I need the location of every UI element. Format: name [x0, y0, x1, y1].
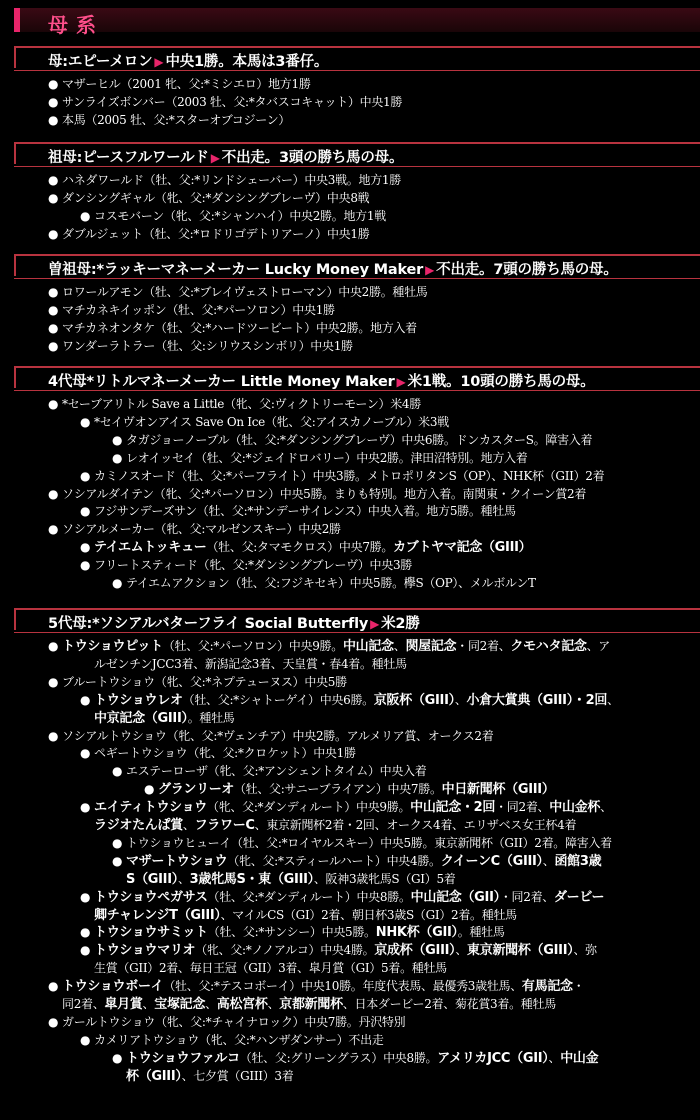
- generation-heading: [48, 50, 328, 71]
- highlight-text: マザートウショウ: [126, 853, 228, 869]
- entry-text: *セイヴオンアイス Save On Ice（牝、父:アイスカノーブル）米3戦: [94, 414, 449, 429]
- highlight-text: 函館3歳: [554, 853, 602, 869]
- entry-text: カメリアトウショウ（牝、父:*ハンザダンサー）不出走: [94, 1032, 384, 1047]
- entry-text: テイエムアクション（牡、父:フジキセキ）中央5勝。欅S（OP）、メルボルンT: [126, 576, 536, 590]
- entry-text: 、弥: [573, 943, 597, 958]
- bullet-icon: ●: [80, 800, 91, 815]
- horse-entry: [94, 539, 531, 556]
- highlight-text: 有馬記念: [521, 979, 573, 995]
- bullet-icon: ●: [48, 173, 59, 187]
- bullet-icon: ●: [48, 979, 59, 994]
- highlight-text: 小倉大賞典（GIII）・2回: [466, 692, 608, 708]
- entry-text: ・同2着、: [456, 639, 511, 653]
- horse-entry: [126, 575, 536, 592]
- highlight-text: 中山記念: [342, 639, 394, 654]
- generation-heading: [48, 370, 595, 391]
- entry-text: コスモバーン（牝、父:*シャンハイ）中央2勝。地方1戦: [94, 208, 386, 223]
- entry-text: 、: [142, 997, 155, 1011]
- entry-text: 、: [182, 818, 195, 832]
- bullet-icon: ●: [48, 522, 59, 537]
- highlight-text: 関屋記念: [405, 639, 457, 654]
- entry-continuation: [94, 960, 447, 977]
- horse-entry: [94, 1032, 384, 1049]
- section-tick: [14, 46, 16, 68]
- horse-entry: [62, 320, 417, 337]
- horse-entry: [94, 468, 604, 485]
- highlight-text: トウショウレオ: [94, 692, 183, 708]
- horse-entry: [94, 208, 386, 225]
- horse-entry: [62, 284, 428, 301]
- entry-continuation: [94, 907, 517, 924]
- arrow-icon: ▶: [154, 55, 164, 69]
- entry-text: 、: [205, 997, 217, 1011]
- highlight-text: NHK杯（GII）: [375, 925, 458, 941]
- bullet-icon: ●: [112, 835, 123, 850]
- entry-text: ブルートウショウ（牝、父:*ネプテューヌス）中央5勝: [62, 674, 347, 689]
- highlight-text: トウショウピット: [62, 639, 163, 654]
- arrow-icon: ▶: [370, 617, 380, 631]
- section-tick: [14, 608, 16, 630]
- entry-text: ワンダーラトラー（牡、父:シリウスシンボリ）中央1勝: [62, 338, 353, 353]
- entry-text: 生賞（GII）2着、毎日王冠（GII）3着、皐月賞（GI）5着。種牡馬: [94, 961, 447, 976]
- bullet-icon: ●: [48, 1014, 59, 1029]
- heading-underline: [14, 278, 700, 279]
- section-divider: [14, 142, 700, 144]
- entry-text: 、阪神3歳牝馬S（GI）5着: [313, 871, 456, 886]
- bullet-icon: ●: [48, 285, 59, 299]
- bullet-icon: ●: [112, 432, 123, 447]
- highlight-text: ラジオたんぱ賞: [94, 818, 183, 833]
- entry-text: 、ア: [586, 639, 611, 653]
- highlight-text: 3歳牝馬S・東（GIII）: [189, 871, 314, 887]
- bullet-icon: ●: [80, 889, 91, 904]
- bullet-icon: ●: [48, 112, 59, 127]
- entry-text: （牡、父:*ダンディルート）中央8勝。: [207, 889, 411, 904]
- entry-text: ロワールアモン（牡、父:*ブレイヴェストローマン）中央2勝。種牡馬: [62, 285, 428, 299]
- entry-text: フジサンデーズサン（牡、父:*サンデーサイレンス）中央入着。地方5勝。種牡馬: [94, 504, 516, 519]
- highlight-text: クモハタ記念: [510, 639, 587, 654]
- heading-underline: [14, 632, 700, 633]
- bullet-icon: ●: [80, 943, 91, 958]
- highlight-text: 東京新聞杯（GIII）: [467, 943, 574, 959]
- highlight-text: 中山金: [560, 1050, 599, 1066]
- bullet-icon: ●: [80, 208, 91, 223]
- highlight-text: クイーンC（GIII）: [440, 853, 543, 869]
- entry-text: 、七夕賞（GIII）3着: [181, 1068, 294, 1083]
- highlight-text: 中山記念・2回: [410, 800, 496, 816]
- entry-text: 、: [542, 853, 555, 868]
- bullet-icon: ●: [144, 782, 155, 797]
- entry-text: エステーローザ（牝、父:*アンシェントタイム）中央入着: [126, 764, 427, 779]
- entry-text: 、: [600, 800, 612, 815]
- horse-entry: [62, 338, 353, 355]
- entry-text: 、: [454, 692, 467, 707]
- generation-name: 4代母*リトルマネーメーカー Little Money Maker: [48, 374, 395, 390]
- entry-text: ソシアルダイテン（牝、父:*パーソロン）中央5勝。まりも特別。地方入着。南関東・クイーン賞2着: [62, 486, 587, 501]
- bullet-icon: ●: [112, 764, 123, 779]
- generation-heading: [48, 612, 420, 633]
- bullet-icon: ●: [48, 302, 59, 317]
- horse-entry: [62, 396, 421, 413]
- section-tick: [14, 142, 16, 164]
- bullet-icon: ●: [80, 558, 91, 573]
- section-divider: [14, 254, 700, 256]
- horse-entry: [126, 853, 601, 870]
- horse-entry: [126, 1050, 598, 1067]
- entry-text: 、: [455, 943, 468, 958]
- highlight-text: テイエムトッキュー: [94, 540, 207, 556]
- entry-text: （牡、父:タマモクロス）中央7勝。: [206, 540, 394, 555]
- entry-text: サンライズボンバー（2003 牡、父:*タバスコキャット）中央1勝: [62, 94, 403, 109]
- generation-summary: 米2勝: [381, 616, 420, 632]
- highlight-text: トウショウファルコ: [126, 1050, 240, 1066]
- horse-entry: [62, 1014, 405, 1031]
- entry-text: マチカネオンタケ（牡、父:*ハードツービート）中央2勝。地方入着: [62, 320, 417, 335]
- generation-heading: [48, 258, 618, 279]
- bullet-icon: ●: [80, 692, 91, 707]
- bullet-icon: ●: [80, 414, 91, 429]
- entry-text: *セーブアリトル Save a Little（牝、父:ヴィクトリーモーン）米4勝: [62, 397, 421, 411]
- entry-text: トウショウヒューイ（牡、父:*ロイヤルスキー）中央5勝。東京新聞杯（GII）2着。障害入着: [126, 835, 612, 850]
- entry-text: ガールトウショウ（牝、父:*チャイナロック）中央7勝。丹沢特別: [62, 1014, 406, 1029]
- heading-underline: [14, 70, 700, 71]
- heading-underline: [14, 166, 700, 167]
- entry-text: 、東京新聞杯2着・2回、オークス4着、エリザベス女王杯4着: [254, 818, 577, 832]
- entry-text: フリートスティード（牝、父:*ダンシングブレーヴ）中央3勝: [94, 558, 412, 573]
- entry-text: （牡、父:グリーングラス）中央8勝。: [239, 1050, 438, 1065]
- entry-text: タガジョーノーブル（牡、父:*ダンシングブレーヴ）中央6勝。ドンカスターS。障害入着: [126, 432, 593, 447]
- entry-continuation: [62, 996, 556, 1013]
- entry-text: （牝、父:*スティールハート）中央4勝。: [227, 853, 441, 868]
- horse-entry: [94, 692, 619, 709]
- horse-entry: [62, 486, 586, 503]
- horse-entry: [94, 557, 412, 574]
- section-title: 母系: [48, 13, 104, 37]
- horse-entry: [94, 414, 449, 431]
- bullet-icon: ●: [112, 450, 123, 465]
- entry-text: （牝、父:*ノノアルコ）中央4勝。: [195, 943, 375, 958]
- entry-text: ダンシングギャル（牝、父:*ダンシングブレーヴ）中央8戦: [62, 190, 370, 205]
- entry-text: 。種牡馬: [187, 710, 235, 725]
- bullet-icon: ●: [48, 94, 59, 109]
- entry-text: 、: [548, 1050, 561, 1065]
- generation-name: 5代母:*ソシアルバターフライ Social Butterfly: [48, 616, 369, 632]
- bullet-icon: ●: [48, 486, 59, 501]
- highlight-text: S（GIII）: [126, 871, 178, 887]
- generation-name: 母:エピーメロン: [48, 54, 153, 70]
- entry-text: 同2着、: [62, 997, 105, 1011]
- entry-text: ・同2着、: [495, 800, 550, 815]
- bullet-icon: ●: [48, 77, 59, 91]
- entry-text: 、: [267, 997, 280, 1011]
- bullet-icon: ●: [48, 397, 59, 411]
- entry-text: （牝、父:*ダンディルート）中央9勝。: [207, 800, 411, 815]
- horse-entry: [62, 674, 347, 691]
- entry-text: ソシアルトウショウ（牝、父:*ヴェンチア）中央2勝。アルメリア賞、オークス2着: [62, 728, 494, 743]
- highlight-text: カブトヤマ記念（GIII）: [393, 540, 532, 556]
- entry-text: ダブルジェット（牡、父:*ロドリゴデトリアーノ）中央1勝: [62, 226, 370, 241]
- bullet-icon: ●: [112, 853, 123, 868]
- horse-entry: [62, 978, 584, 995]
- bullet-icon: ●: [48, 226, 59, 241]
- bullet-icon: ●: [80, 540, 91, 555]
- highlight-text: アメリカJCC（GII）: [437, 1050, 549, 1066]
- highlight-text: トウショウマリオ: [94, 943, 196, 959]
- highlight-text: 中山金杯: [549, 800, 601, 816]
- horse-entry: [126, 450, 527, 467]
- horse-entry: [94, 942, 597, 959]
- entry-text: ハネダワールド（牡、父:*リンドシェーバー）中央3戦。地方1勝: [62, 173, 401, 187]
- section-title-bar: [14, 8, 700, 37]
- entry-text: ペギートウショウ（牝、父:*クロケット）中央1勝: [94, 746, 356, 761]
- bullet-icon: ●: [48, 728, 59, 743]
- entry-text: 、: [177, 871, 190, 886]
- arrow-icon: ▶: [425, 263, 435, 277]
- highlight-text: グランリーオ: [158, 782, 234, 798]
- title-accent: [14, 8, 20, 32]
- bullet-icon: ●: [48, 190, 59, 205]
- entry-continuation: [94, 656, 407, 673]
- arrow-icon: ▶: [210, 151, 220, 165]
- entry-text: 、: [607, 692, 619, 707]
- generation-summary: 不出走。3頭の勝ち馬の母。: [221, 150, 404, 166]
- entry-text: （牡、父:*テスコボーイ）中央10勝。年度代表馬、最優秀3歳牡馬、: [163, 979, 522, 994]
- horse-entry: [62, 302, 335, 319]
- horse-entry: [62, 521, 341, 538]
- generation-name: 曽祖母:*ラッキーマネーメーカー Lucky Money Maker: [48, 262, 424, 278]
- entry-text: マチカネキイッポン（牡、父:*パーソロン）中央1勝: [62, 302, 335, 317]
- horse-entry: [62, 172, 401, 189]
- bullet-icon: ●: [112, 576, 123, 590]
- entry-text: 。種牡馬: [457, 925, 505, 940]
- entry-text: 、マイルCS（GI）2着、朝日杯3歳S（GI）2着。種牡馬: [220, 907, 517, 922]
- horse-entry: [94, 889, 604, 906]
- arrow-icon: ▶: [396, 375, 406, 389]
- bullet-icon: ●: [80, 746, 91, 761]
- highlight-text: 中日新聞杯（GIII）: [441, 782, 555, 798]
- highlight-text: エイティトウショウ: [94, 800, 208, 816]
- highlight-text: 京阪杯（GIII）: [373, 692, 455, 708]
- entry-text: レオイッセイ（牡、父:*ジェイドロバリー）中央2勝。津田沼特別。地方入着: [126, 450, 528, 465]
- entry-continuation: [94, 817, 576, 834]
- bullet-icon: ●: [80, 1032, 91, 1047]
- highlight-text: トウショウペガサス: [94, 889, 208, 905]
- horse-entry: [62, 728, 493, 745]
- horse-entry: [62, 190, 369, 207]
- highlight-text: 京都新聞杯: [279, 997, 343, 1012]
- entry-continuation: [126, 1068, 293, 1085]
- bullet-icon: ●: [80, 504, 91, 519]
- bullet-icon: ●: [48, 338, 59, 353]
- section-tick: [14, 254, 16, 276]
- bullet-icon: ●: [48, 320, 59, 335]
- entry-text: マザーヒル（2001 牝、父:*ミシエロ）地方1勝: [62, 77, 311, 91]
- entry-text: （牡、父:*シャトーゲイ）中央6勝。: [182, 692, 374, 707]
- bullet-icon: ●: [80, 468, 91, 483]
- highlight-text: トウショウボーイ: [62, 979, 164, 995]
- entry-text: （牡、父:*パーソロン）中央9勝。: [162, 639, 343, 653]
- entry-continuation: [94, 710, 235, 727]
- highlight-text: 宝塚記念: [154, 997, 206, 1012]
- bullet-icon: ●: [80, 925, 91, 940]
- section-divider: [14, 366, 700, 368]
- horse-entry: [126, 763, 426, 780]
- highlight-text: トウショウサミット: [94, 925, 208, 941]
- horse-entry: [62, 226, 369, 243]
- entry-text: ・: [572, 979, 585, 994]
- horse-entry: [62, 94, 402, 111]
- horse-entry: [62, 638, 610, 655]
- horse-entry: [126, 432, 592, 449]
- highlight-text: 皐月賞: [104, 997, 143, 1012]
- highlight-text: 杯（GIII）: [126, 1068, 182, 1084]
- entry-text: 、: [393, 639, 406, 653]
- highlight-text: 中山記念（GII）: [410, 889, 500, 905]
- horse-entry: [126, 835, 612, 852]
- generation-summary: 中央1勝。本馬は3番仔。: [165, 54, 329, 70]
- heading-underline: [14, 390, 700, 391]
- entry-text: ルゼンチンJCC3着、新潟記念3着、天皇賞・春4着。種牡馬: [94, 656, 407, 671]
- section-divider: [14, 46, 700, 48]
- generation-name: 祖母:ピースフルワールド: [48, 150, 209, 166]
- bullet-icon: ●: [48, 674, 59, 689]
- highlight-text: 中京記念（GIII）: [94, 710, 188, 726]
- highlight-text: 高松宮杯: [216, 997, 268, 1012]
- horse-entry: [94, 924, 505, 941]
- entry-text: （牡、父:*サンシー）中央5勝。: [207, 925, 376, 940]
- bullet-icon: ●: [112, 1050, 123, 1065]
- highlight-text: 京成杯（GIII）: [374, 943, 456, 959]
- highlight-text: 卿チャレンジT（GIII）: [94, 907, 221, 923]
- section-tick: [14, 366, 16, 388]
- entry-text: 本馬（2005 牡、父:*スターオブコジーン）: [62, 112, 291, 127]
- entry-text: 、日本ダービー2着、菊花賞3着。種牡馬: [342, 997, 556, 1011]
- entry-text: ・同2着、: [499, 889, 554, 904]
- entry-text: ソシアルメーカー（牝、父:マルゼンスキー）中央2勝: [62, 522, 341, 537]
- section-divider: [14, 608, 700, 610]
- entry-continuation: [126, 871, 455, 888]
- horse-entry: [62, 112, 290, 129]
- highlight-text: フラワーC: [194, 818, 255, 833]
- bullet-icon: ●: [48, 639, 59, 653]
- horse-entry: [94, 745, 356, 762]
- entry-text: カミノスオード（牡、父:*パーフライト）中央3勝。メトロポリタンS（OP）、NHK杯（GII）2着: [94, 468, 605, 483]
- horse-entry: [94, 799, 612, 816]
- generation-heading: [48, 146, 403, 167]
- highlight-text: ダービー: [553, 889, 605, 905]
- generation-summary: 不出走。7頭の勝ち馬の母。: [436, 262, 618, 278]
- horse-entry: [94, 503, 516, 520]
- horse-entry: [62, 76, 311, 93]
- entry-text: （牡、父:サニーブライアン）中央7勝。: [233, 782, 442, 797]
- horse-entry: [158, 781, 555, 798]
- generation-summary: 米1戦。10頭の勝ち馬の母。: [407, 374, 595, 390]
